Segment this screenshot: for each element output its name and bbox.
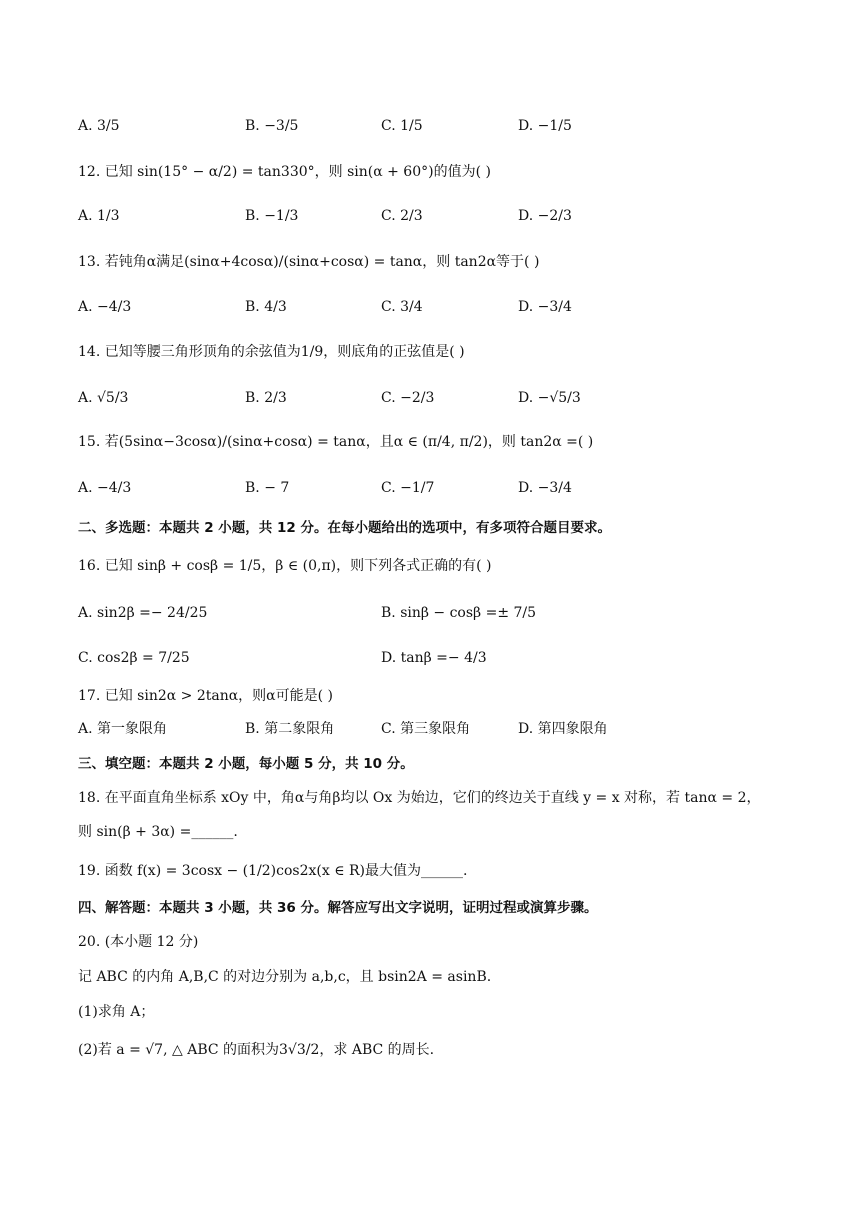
q11-option-c[interactable]: C. 1/5 [381,118,423,134]
q14-stem: 14. 已知等腰三角形顶角的余弦值为1/9，则底角的正弦值是( ) [78,344,465,360]
section-heading-multiple-choice: 二、多选题：本题共 2 小题，共 12 分。在每小题给出的选项中，有多项符合题目要求。 [78,520,611,536]
q20-header: 20. (本小题 12 分) [78,934,199,950]
q13-option-d[interactable]: D. −3/4 [518,299,572,315]
q17-option-a[interactable]: A. 第一象限角 [78,721,168,737]
q16-stem: 16. 已知 sinβ + cosβ = 1/5，β ∈ (0,π)，则下列各式正确的有( ) [78,558,492,574]
q16-option-b[interactable]: B. sinβ − cosβ =± 7/5 [381,605,537,621]
q18-line-2: 则 sin(β + 3α) =______. [78,824,238,840]
q16-option-c[interactable]: C. cos2β = 7/25 [78,650,190,666]
section-heading-fill-in: 三、填空题：本题共 2 小题，每小题 5 分，共 10 分。 [78,756,414,772]
q20-part-2: (2)若 a = √7, △ ABC 的面积为3√3/2，求 ABC 的周长. [78,1042,435,1058]
q14-option-d[interactable]: D. −√5/3 [518,390,581,406]
q17-stem: 17. 已知 sin2α > 2tanα，则α可能是( ) [78,688,334,704]
q17-option-b[interactable]: B. 第二象限角 [245,721,335,737]
section-heading-answer: 四、解答题：本题共 3 小题，共 36 分。解答应写出文字说明，证明过程或演算步骤。 [78,900,598,916]
q18-line-1: 18. 在平面直角坐标系 xOy 中，角α与角β均以 Ox 为始边，它们的终边关于直线 y = x 对称，若 tanα = 2， [78,790,761,806]
q20-part-1: (1)求角 A； [78,1004,155,1020]
q16-option-d[interactable]: D. tanβ =− 4/3 [381,650,487,666]
q11-option-d[interactable]: D. −1/5 [518,118,572,134]
q12-option-d[interactable]: D. −2/3 [518,208,572,224]
q13-stem: 13. 若钝角α满足(sinα+4cosα)/(sinα+cosα) = tanα，则 tan2α等于( ) [78,254,540,270]
q16-option-a[interactable]: A. sin2β =− 24/25 [78,605,208,621]
q12-option-b[interactable]: B. −1/3 [245,208,299,224]
q17-option-c[interactable]: C. 第三象限角 [381,721,471,737]
q17-option-d[interactable]: D. 第四象限角 [518,721,608,737]
q15-option-c[interactable]: C. −1/7 [381,480,435,496]
q14-option-c[interactable]: C. −2/3 [381,390,435,406]
q11-option-a[interactable]: A. 3/5 [78,118,120,134]
q15-option-b[interactable]: B. − 7 [245,480,290,496]
q13-option-b[interactable]: B. 4/3 [245,299,287,315]
q14-option-b[interactable]: B. 2/3 [245,390,287,406]
q12-option-a[interactable]: A. 1/3 [78,208,120,224]
q19-stem: 19. 函数 f(x) = 3cosx − (1/2)cos2x(x ∈ R)最大值为______. [78,863,468,879]
q15-option-d[interactable]: D. −3/4 [518,480,572,496]
q11-option-b[interactable]: B. −3/5 [245,118,299,134]
q20-body: 记 ABC 的内角 A,B,C 的对边分别为 a,b,c，且 bsin2A = asinB. [78,969,492,985]
q15-stem: 15. 若(5sinα−3cosα)/(sinα+cosα) = tanα，且α ∈ (π/4, π/2)，则 tan2α =( ) [78,434,594,450]
q13-option-c[interactable]: C. 3/4 [381,299,423,315]
q15-option-a[interactable]: A. −4/3 [78,480,132,496]
q13-option-a[interactable]: A. −4/3 [78,299,132,315]
q12-stem: 12. 已知 sin(15° − α/2) = tan330°，则 sin(α + 60°)的值为( ) [78,164,491,180]
q12-option-c[interactable]: C. 2/3 [381,208,423,224]
q14-option-a[interactable]: A. √5/3 [78,390,129,406]
